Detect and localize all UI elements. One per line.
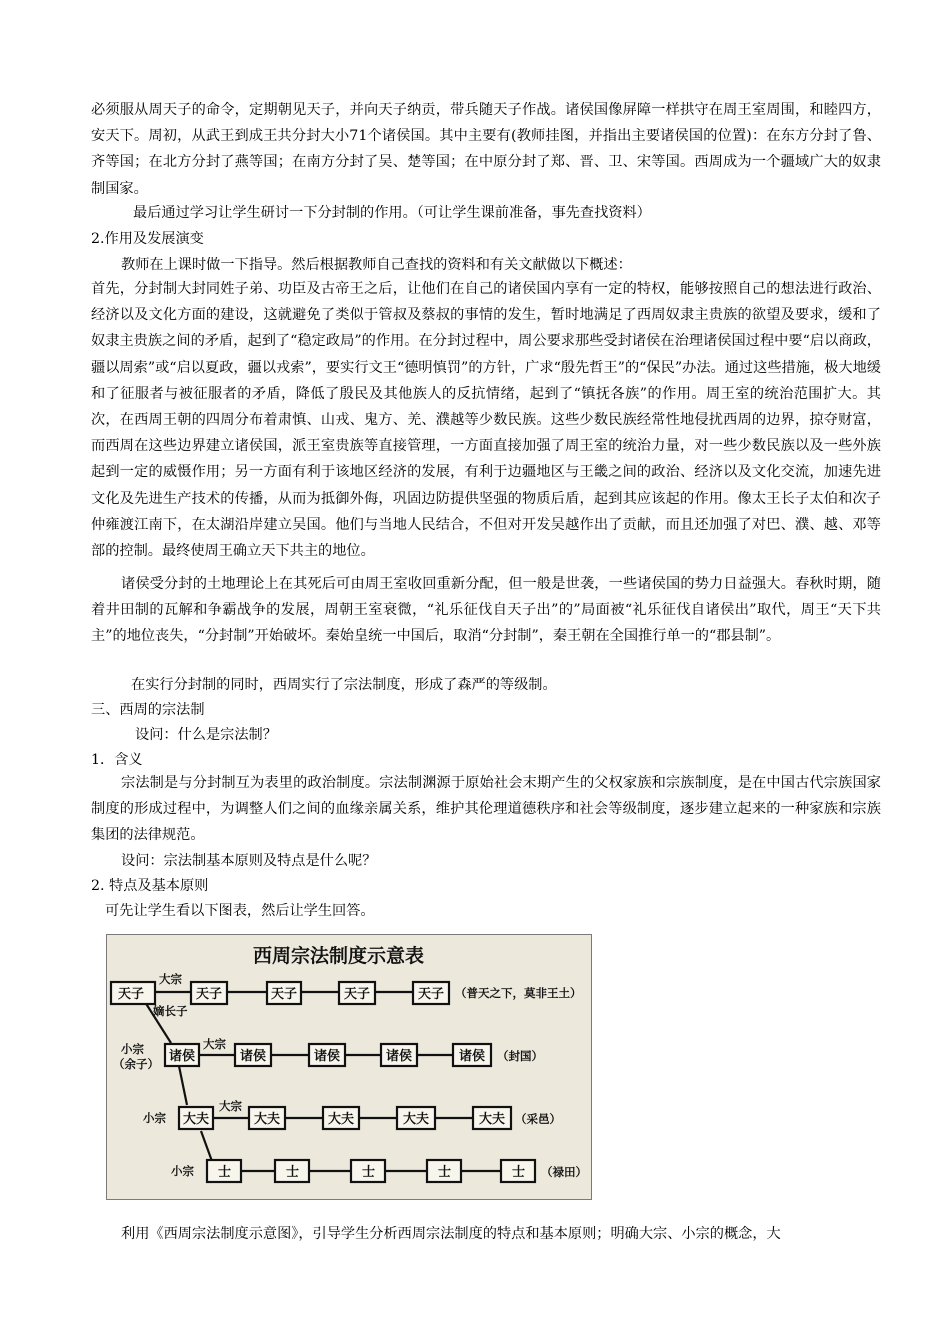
- diagram-title: 西周宗法制度示意表: [253, 945, 425, 967]
- paragraph-zongfa-definition: 宗法制是与分封制互为表里的政治制度。宗法制渊源于原始社会末期产生的父权家族和宗族制度，是在中国古代宗族国家制度的形成过程中，为调整人们之间的血缘亲属关系，维护其伦理道德秩序和社会等级制度，逐步建立起来的一种家族和宗族集团的法律规范。: [91, 775, 881, 844]
- node-daifu: 大夫: [479, 1112, 506, 1127]
- node-daifu: 大夫: [183, 1112, 210, 1127]
- paragraph-decline: 诸侯受分封的土地理论上在其死后可由周王室收回重新分配，但一般是世袭，一些诸侯国的势力日益强大。春秋时期，随着井田制的瓦解和争霸战争的发展，周朝王室衰微，“礼乐征伐自天子出”的”局面被“礼乐征伐自诸侯出”取代，周王“天下共主”的地位丧失，“分封制”开始破坏。秦始皇统一中国后，取消“分封制”，秦王朝在全国推行单一的“郡县制”。: [91, 576, 881, 645]
- paragraph-enfeoffment-duties: 必须服从周天子的命令，定期朝见天子，并向天子纳贡，带兵随天子作战。诸侯国像屏障一样拱守在周王室周围，和睦四方，安天下。周初，从武王到成王共分封大小71个诸侯国。其中主要有(教师挂图，并指出主要诸侯国的位置)：在东方分封了鲁、齐等国；在北方分封了燕等国；在南方分封了吴、楚等国；在中原分封了郑、晋、卫、宋等国。西周成为一个疆域广大的奴隶制国家。: [91, 102, 881, 197]
- lineage-line: [179, 1066, 187, 1105]
- node-shi: 士: [438, 1165, 452, 1180]
- node-zhuhou: 诸侯: [169, 1049, 196, 1064]
- heading-features: 2. 特点及基本原则: [91, 878, 209, 894]
- label-xiaozong: 小宗: [143, 1111, 166, 1125]
- paragraph-function-summary: 首先，分封制大封同姓子弟、功臣及古帝王之后，让他们在自己的诸侯国内享有一定的特权，能够按照自己的想法进行政治、经济以及文化方面的建设，这就避免了类似于管叔及蔡叔的事情的发生，暂时地满足了西周奴隶主贵族的欲望及要求，缓和了奴隶主贵族之间的矛盾，起到了“稳定政局”的作用。在分封过程中，周公要求那些受封诸侯在治理诸侯国过程中要“启以商政，疆以周索”或“启以夏政，疆以戎索”，要实行文王“德明慎罚”的方针，广求“殷先哲王”的“保民”办法。通过这些措施，极大地缓和了征服者与被征服者的矛盾，降低了殷民及其他族人的反抗情绪，起到了“镇抚各族”的作用。周王室的统治范围扩大。其次，在西周王朝的四周分布着肃慎、山戎、鬼方、羌、濮越等少数民族。这些少数民族经常性地侵扰西周的边界，掠夺财富，而西周在这些边界建立诸侯国，派王室贵族等直接管理，一方面直接加强了周王室的统治力量，对一些少数民族以及一些外族起到一定的威慑作用；另一方面有利于该地区经济的发展，有利于边疆地区与王畿之间的政治、经济以及文化交流，加速先进文化及先进生产技术的传播，从而为抵御外侮，巩固边防提供坚强的物质后盾，起到其应该起的作用。像太王长子太伯和次子仲雍渡江南下，在太湖沿岸建立吴国。他们与当地人民结合，不但对开发吴越作出了贡献，而且还加强了对巴、濮、越、邓等部的控制。最终使周王确立天下共主的地位。: [91, 281, 881, 560]
- node-zhuhou: 诸侯: [386, 1049, 413, 1064]
- question-principles: 设问：宗法制基本原则及特点是什么呢？: [121, 853, 377, 869]
- label-dizhangzi: 嫡长子: [153, 1004, 188, 1018]
- paragraph-look-at-chart: 可先让学生看以下图表，然后让学生回答。: [105, 903, 375, 919]
- node-zhuhou: 诸侯: [240, 1049, 267, 1064]
- note-zhuhou: （封国）: [497, 1049, 543, 1063]
- zongfa-diagram-svg: [107, 935, 591, 1199]
- node-shi: 士: [512, 1165, 526, 1180]
- paragraph-diagram-analysis: 利用《西周宗法制度示意图》，引导学生分析西周宗法制度的特点和基本原则；明确大宗、小宗的概念，大: [121, 1226, 781, 1242]
- note-tianzi: （普天之下，莫非王土）: [455, 986, 582, 1000]
- node-zhuhou: 诸侯: [314, 1049, 341, 1064]
- node-shi: 士: [362, 1165, 376, 1180]
- note-shi: （禄田）: [541, 1165, 587, 1179]
- label-xiaozong: 小宗: [121, 1042, 144, 1056]
- label-dazong: 大宗: [203, 1037, 226, 1051]
- node-tianzi: 天子: [418, 987, 445, 1002]
- question-what-is-zongfa: 设问：什么是宗法制？: [135, 727, 277, 743]
- paragraph-discussion-prompt: 最后通过学习让学生研讨一下分封制的作用。（可让学生课前准备，事先查找资料）: [133, 205, 651, 221]
- node-daifu: 大夫: [328, 1112, 355, 1127]
- node-zhuhou: 诸侯: [459, 1049, 486, 1064]
- label-xiaozong: 小宗: [171, 1164, 194, 1178]
- paragraph-transition: 在实行分封制的同时，西周实行了宗法制度，形成了森严的等级制。: [131, 677, 557, 693]
- label-yuzi: （余子）: [113, 1057, 159, 1071]
- label-dazong: 大宗: [159, 972, 182, 986]
- paragraph-teacher-guidance: 教师在上课时做一下指导。然后根据教师自己查找的资料和有关文献做以下概述：: [121, 257, 632, 273]
- node-tianzi: 天子: [271, 987, 298, 1002]
- label-dazong: 大宗: [219, 1099, 242, 1113]
- node-shi: 士: [218, 1165, 232, 1180]
- heading-meaning: 1．含义: [91, 752, 143, 768]
- node-daifu: 大夫: [254, 1112, 281, 1127]
- note-daifu: （采邑）: [515, 1112, 561, 1126]
- heading-function-evolution: 2.作用及发展演变: [91, 231, 204, 247]
- node-daifu: 大夫: [403, 1112, 430, 1127]
- zongfa-diagram: [106, 934, 592, 1200]
- node-tianzi: 天子: [196, 987, 223, 1002]
- heading-section-three: 三、西周的宗法制: [91, 702, 205, 718]
- node-tianzi: 天子: [344, 987, 371, 1002]
- node-shi: 士: [286, 1165, 300, 1180]
- node-tianzi: 天子: [118, 987, 145, 1002]
